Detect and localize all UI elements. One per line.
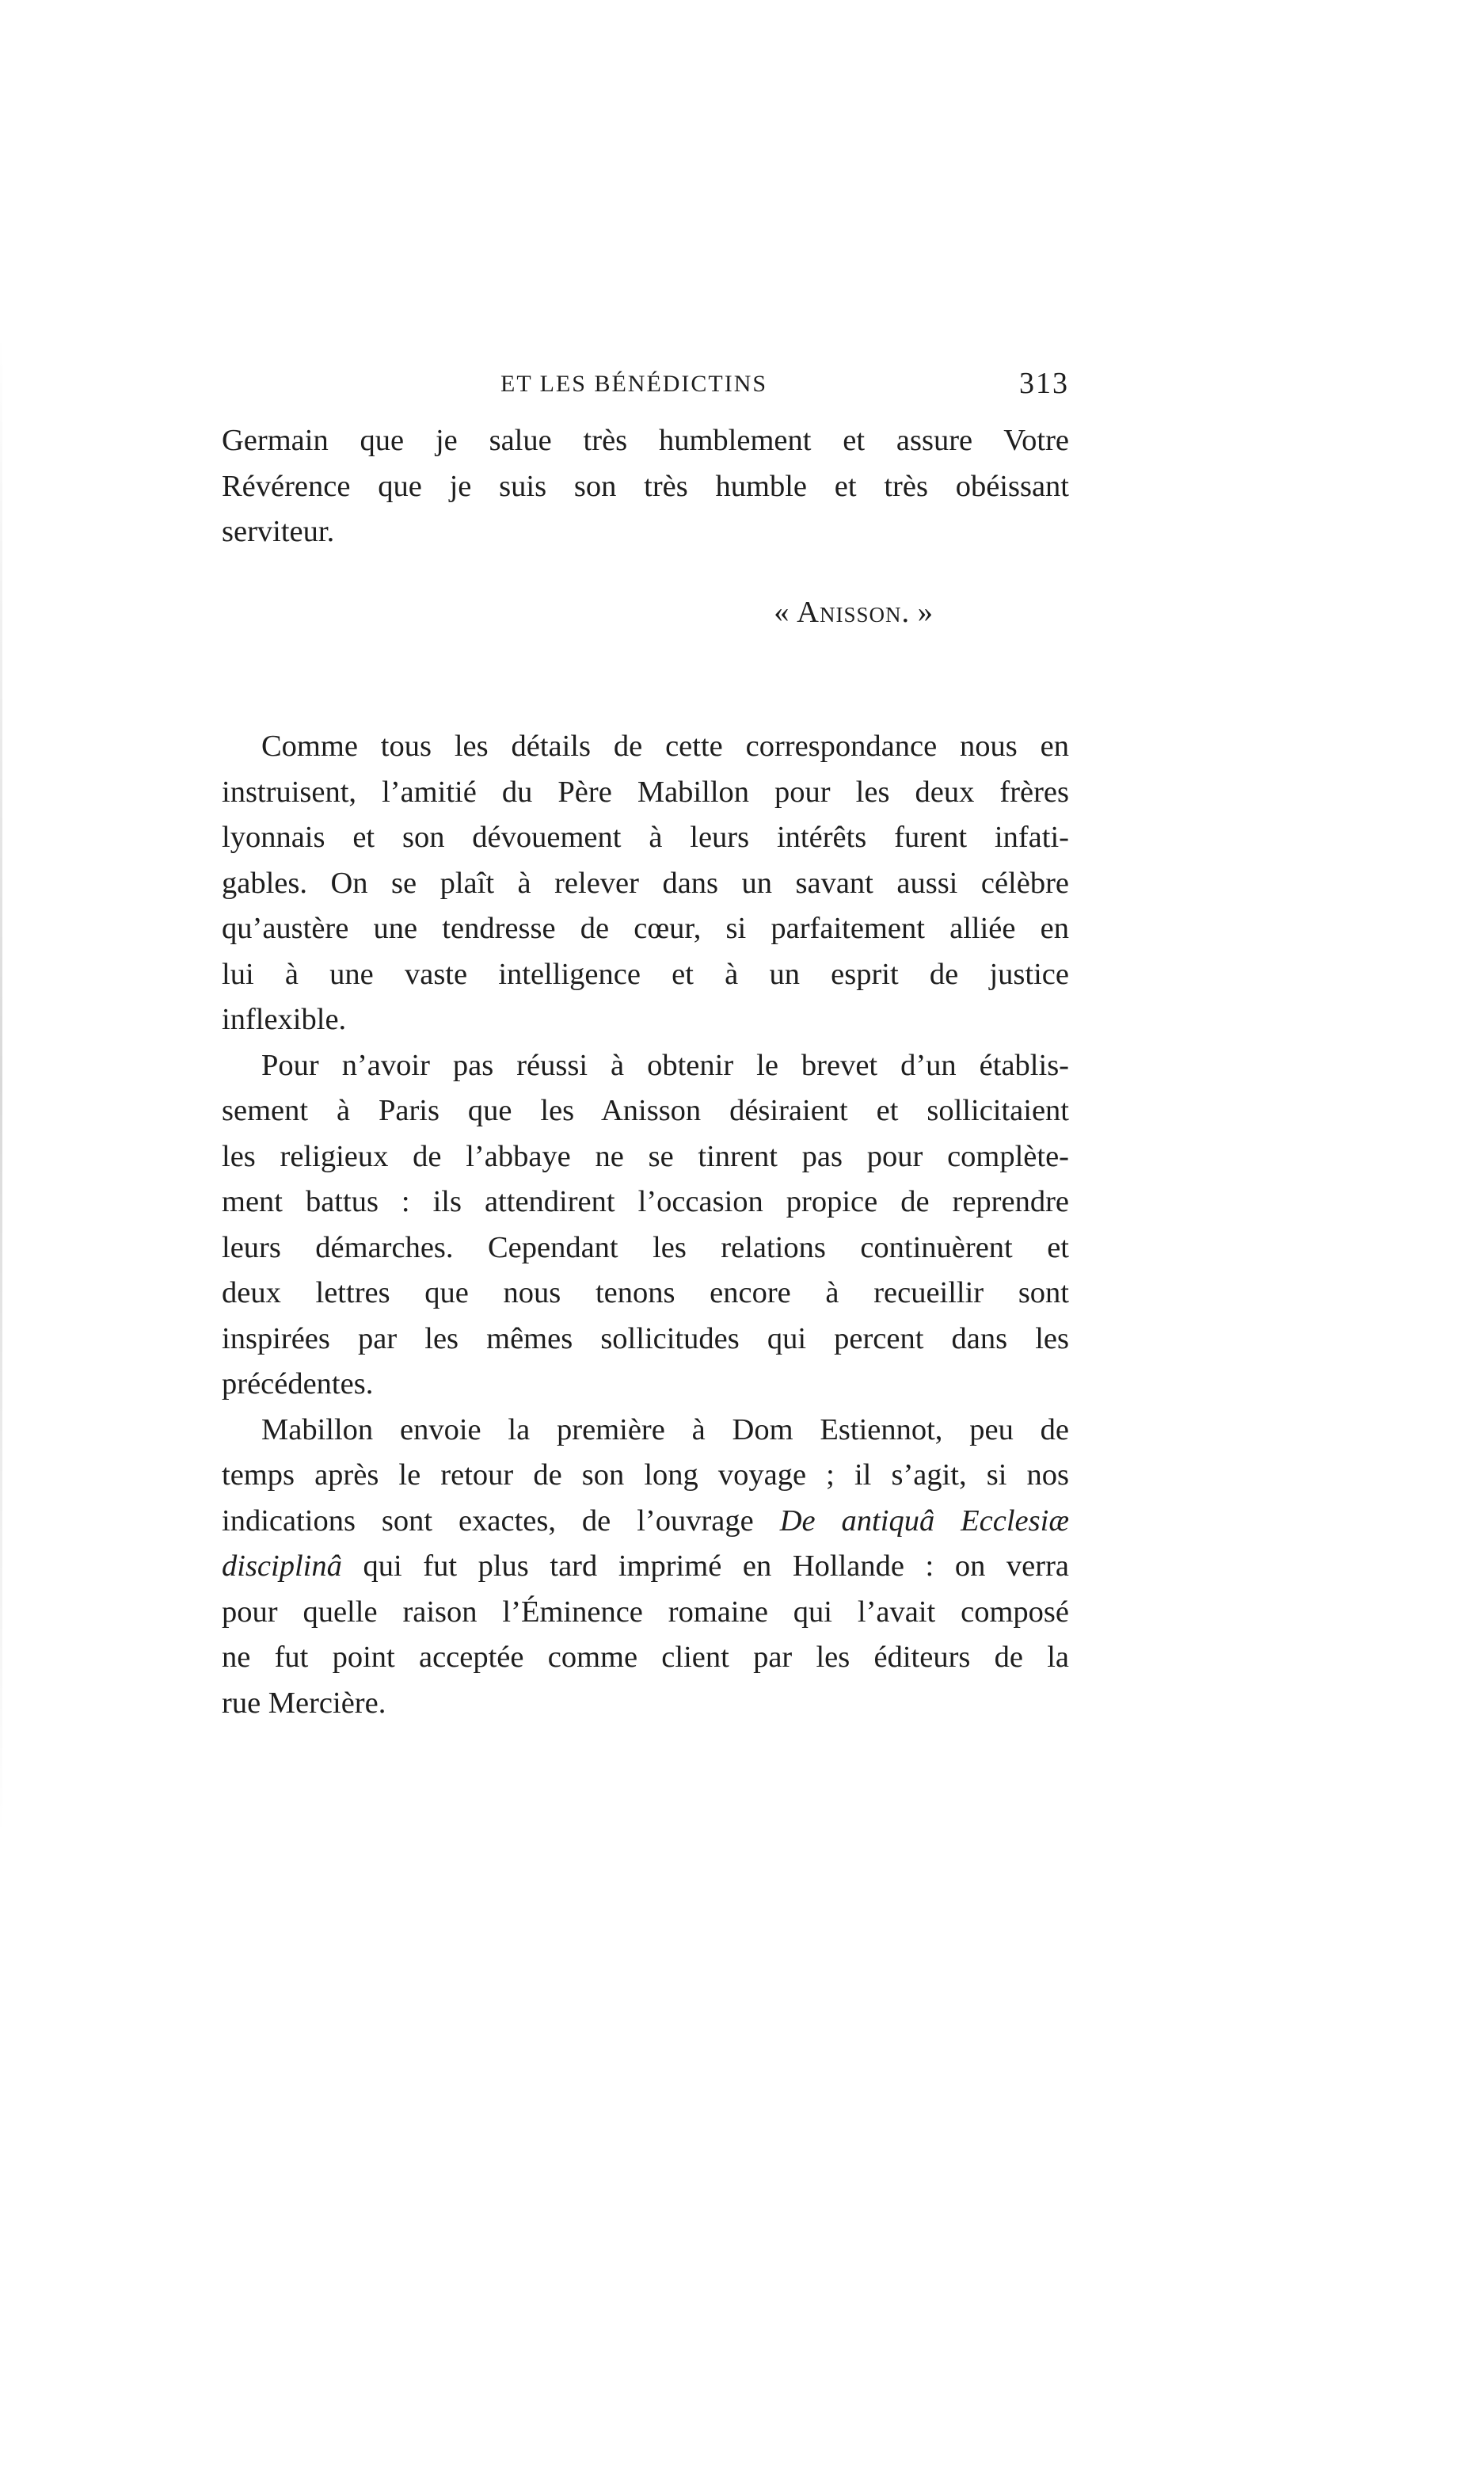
italic-title: disciplinâ [222,1549,342,1583]
text-line: inflexible. [222,1003,347,1036]
text-line: deux lettres que nous tenons encore à recueillir sont [222,1276,1069,1309]
running-head [222,366,1069,406]
text-line: rue Mercière. [222,1686,386,1720]
text-line: pour quelle raison l’Éminence romaine qui l’avait composé [222,1595,1069,1629]
paragraph-1 [222,724,1069,1043]
italic-title: De antiquâ Ecclesiæ [779,1503,1069,1538]
text-line [222,1499,1069,1545]
text-line: Révérence que je suis son très humble et très obéissant [222,469,1069,503]
text-line: leurs démarches. Cependant les relations continuèrent et [222,1230,1069,1264]
text-line: Pour n’avoir pas réussi à obtenir le brevet d’un établis- [261,1048,1069,1082]
signature-name: Anisson. [797,595,911,629]
body-text [222,418,1069,1726]
text-line: qu’austère une tendresse de cœur, si parfaitement alliée en [222,912,1069,945]
text-line: Comme tous les détails de cette correspondance nous en [261,730,1069,763]
signature-open-quote: « [774,595,797,629]
running-title: ET LES BÉNÉDICTINS [500,371,768,397]
text-line: Germain que je salue très humblement et assure Votre [222,424,1069,457]
text-line: lyonnais et son dévouement à leurs intérêts furent infati- [222,821,1069,854]
text-line: temps après le retour de son long voyage ; il s’agit, si nos [222,1458,1069,1492]
text-line: ne fut point acceptée comme client par les éditeurs de la [222,1641,1069,1674]
text-line: ment battus : ils attendirent l’occasion propice de reprendre [222,1185,1069,1218]
text-line: gables. On se plaît à relever dans un savant aussi célèbre [222,866,1069,900]
text-line: sement à Paris que les Anisson désiraient et sollicitaient [222,1094,1069,1127]
letter-closing [222,418,1069,555]
text-line: instruisent, l’amitié du Père Mabillon pour les deux frères [222,775,1069,809]
text-line: serviteur. [222,515,335,548]
paragraph-2 [222,1043,1069,1408]
signature-close-quote: » [910,595,933,629]
text-line: inspirées par les mêmes sollicitudes qui percent dans les [222,1321,1069,1355]
text-segment: indications sont exactes, de l’ouvrage [222,1503,780,1538]
text-line [222,1544,1069,1590]
text-line: les religieux de l’abbaye ne se tinrent pas pour complète- [222,1139,1069,1173]
text-line: lui à une vaste intelligence et à un esprit de justice [222,957,1069,991]
text-line: Mabillon envoie la première à Dom Estiennot, peu de [261,1412,1069,1446]
letter-signature [222,590,1069,636]
text-line: précédentes. [222,1367,374,1401]
paragraph-3 [222,1408,1069,1727]
text-segment: qui fut plus tard imprimé en Hollande : on verra [341,1549,1069,1583]
page-number: 313 [1019,367,1069,400]
page-binding-edge [0,333,2,1838]
